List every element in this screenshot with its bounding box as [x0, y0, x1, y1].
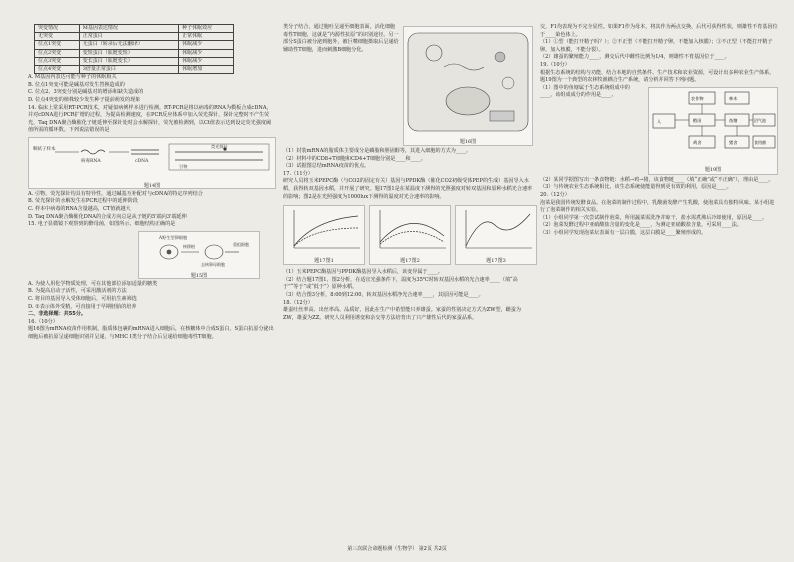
- page-footer: 第三次联合命题检测（生物学） 第2页 共2页: [347, 546, 447, 552]
- fig19-pig: 猪舍: [729, 139, 738, 145]
- fig14-primer-label: 引物: [179, 163, 188, 169]
- question-16-continued: 类分子结合，通过胞吐呈递至细胞表面，活化细胞毒性T细胞，这就是“内源性抗原”的识别途径。另一部分S蛋白被分泌到胞外，被巨噬细胞摄取后呈递给辅助性T细胞，进而刺激B细胞分化。: [283, 24, 399, 53]
- fig17-1-caption: 题17图1: [314, 257, 334, 264]
- q16-sub1: （1）封装mRNA的脂质体主要成分是磷脂和胆固醇等，其进入细胞的方式为____。: [283, 148, 472, 154]
- question-20-header: 20.（12分）: [540, 191, 570, 198]
- table-row: [35, 41, 234, 49]
- table-cell: 位点1突变: [35, 41, 80, 49]
- mutation-table: [34, 24, 234, 74]
- fig16-tcell: [490, 111, 514, 121]
- fig19-mushroom: 食用菌: [754, 139, 766, 145]
- fig15-nucleus: [167, 249, 172, 254]
- fig15-reconstructed-label: 重组细胞: [233, 241, 249, 247]
- table-cell: 无蛋白（转录后无法翻译）: [79, 41, 178, 49]
- table-cell: 休眠减少: [179, 57, 234, 65]
- table-cell: 位点3突变: [35, 57, 80, 65]
- q20-sub1: （1）小组同学第一次尝试制作泡菜，所用蔬菜需洗净并晾干，盐水需煮沸后冷却使用，原因是____。: [540, 214, 768, 221]
- option-line: C. 位点2、3突变分别是碱基对的增添和缺失造成的: [28, 89, 144, 96]
- fig16-nucleus: [446, 87, 490, 115]
- fig17-2-series-wild: [380, 232, 444, 245]
- q17-sub3: （3）结合图3分析，8:00到12:00，转双基因水稻净光合速率____，其原因可能是____。: [283, 291, 484, 298]
- question-19-header: 19.（10分）: [540, 61, 570, 68]
- q19-sub2: （2）某同学据图写出一条食物链：水稻→鸡→猪，该食物链____（填“正确”或“不正确”），理由是____。: [540, 176, 774, 183]
- table-cell: 3倍量正常蛋白: [79, 65, 178, 73]
- figure-15-caption: 题15图: [190, 273, 208, 280]
- table-cell: 位点4突变: [35, 65, 80, 73]
- table-row: [35, 33, 234, 41]
- table-row: [35, 65, 234, 73]
- table-cell: 无突变: [35, 33, 80, 41]
- fig14-cdna-label: cDNA: [135, 158, 149, 164]
- table-header-cell: 突变情况: [35, 25, 80, 33]
- fig19-paddy: 稻田: [693, 117, 702, 123]
- fig14-rna-strand: [81, 150, 105, 154]
- fig19-chicken: 鸡舍: [693, 139, 702, 145]
- figure-17-3: [455, 205, 537, 265]
- table-cell: 变短蛋白（肽链变短）: [79, 49, 178, 57]
- figure-16: [403, 26, 533, 146]
- option-line: B. 位点1突变可能是碱基对发生替换造成的: [28, 81, 125, 88]
- question-16-header: 16.（10分）: [28, 318, 58, 325]
- figure-17-1: [283, 205, 365, 265]
- figure-15: [138, 231, 260, 279]
- q20-sub3: （3）小组同学发现泡菜坛表面有一层白膜，这层白膜是____繁殖形成的。: [540, 229, 707, 236]
- fig14-sample-label: 咽拭子样本: [33, 146, 56, 152]
- option-line: C. 将目的基因导入受体细胞后，可用抗生素筛选: [28, 296, 137, 303]
- option-line: A. 为使人用化学物质处理，可在其他部位添加适量的糖类: [28, 280, 158, 287]
- q18-sub2: （2）雄蚕的繁殖能力____，测交后代中雌性比例为1/4，则雄性不育基因位于____。: [540, 54, 730, 61]
- option-line: C. 样本中病毒的RNA含量越高，CT值就越大: [28, 206, 131, 213]
- option-line: B. 为提高启动子活性，可采用激活剂的方法: [28, 288, 127, 295]
- fig14-probe-label: 荧光探针: [211, 143, 228, 149]
- table-cell: 变长蛋白（肽链变长）: [79, 57, 178, 65]
- q20-sub2: （2）泡菜发酵过程中亚硝酸盐含量的变化是____，为测定亚硝酸盐含量，可采用____法。: [540, 222, 742, 229]
- fig19-human: 人: [657, 118, 662, 124]
- option-line: D. 位点4突变的植株较少发生种子提前萌发的现象: [28, 96, 141, 103]
- figure-14-diagram: [29, 138, 277, 180]
- fig14-rna-label: 病毒RNA: [81, 158, 101, 164]
- figure-15-diagram: [139, 232, 259, 270]
- fig15-oocyte-label: 去核卵母细胞: [201, 261, 225, 267]
- table-cell: 休眠增加: [179, 65, 234, 73]
- fig17-3-caption: 题17图3: [486, 257, 506, 264]
- figure-16-caption: 题16图: [459, 138, 477, 145]
- figure-16-diagram: [404, 27, 532, 135]
- fig17-2-series-transgenic: [380, 224, 444, 243]
- fig15-oocyte: [205, 245, 223, 259]
- question-18-header: 18.（12分）: [283, 299, 313, 306]
- fig15-top-label: A野生型卵细胞: [159, 234, 188, 240]
- table-row: [35, 49, 234, 57]
- table-cell: 正常蛋白: [79, 33, 178, 41]
- fig19-tree: 林木: [729, 95, 738, 101]
- q18-continued: 交，F1均表现为不完全显性。如果F1作为母本，将其作为两点交换，后代可获得性状，则雄性不育基因位于____染色体上。: [540, 24, 778, 38]
- figure-19-diagram: [649, 88, 777, 164]
- figure-19: [648, 87, 778, 175]
- q16-sub2: （2）材料中的CD8+T细胞和CD4+T细胞分别是____和____。: [283, 155, 426, 162]
- section-heading: 二、非选择题：共55分。: [28, 311, 87, 318]
- fig19-biogas: 沼气池: [754, 117, 766, 123]
- q19-block: [540, 85, 778, 177]
- fig19-fish: 鱼塘: [729, 117, 738, 123]
- q19-sub1: （1）图中的鱼塘属于生态系统组成中的____，该组成成分的作用是____。: [540, 84, 630, 99]
- fig17-1-plot: [284, 206, 364, 254]
- fig17-1-series-transgenic: [294, 216, 358, 246]
- table-cell: 休眠减少: [179, 49, 234, 57]
- question-15: 15. 电子显微镜下观察到的酵母菌，如图所示，细胞结构正确的是: [28, 221, 176, 228]
- column-3: [540, 24, 778, 238]
- fig19-crop: 农作物: [691, 95, 704, 101]
- fig17-2-caption: 题17图2: [400, 257, 420, 264]
- q16-sub3: （3）试据图总结mRNA疫苗的优点。: [283, 163, 370, 170]
- question-14: 14. 临床上常采用RT-PCR技术，对疑似病例样本进行检测。RT-PCR是将以病毒的RNA为模板合成cDNA，并对cDNA进行PCR扩增的过程，为提高检测速度，在PCR反应体系中加入荧光探针，探针完整时不产生荧光，Taq DNA聚合酶催化子链延伸至探针处时会水解探针，荧光被检测到，以Ct值表示达到设定荧光强度阈值所需的循环数。下列说法错误的是: [28, 104, 272, 134]
- option-line: A. 引物、荧光探针均具有特异性，通过碱基互补配对与cDNA的特定序列结合: [28, 190, 203, 197]
- table-row: [35, 57, 234, 65]
- table-header-row: [35, 25, 234, 33]
- fig16-ribosome: [495, 52, 505, 62]
- question-17-text: 研究人员将玉米PEPC酶（与CO2的固定有关）基因与PPDK酶（催化CO2初级受体PEP的生成）基因导入水稻，获得转双基因水稻，并开展了研究。题17图1是在某温度下测得的光照强度对转双基因和原种水稻光合速率的影响；图2是在光照强度为1000lux下测得的温度对光合速率的影响。: [283, 178, 533, 200]
- question-16-text: 题16图为mRNA疫苗作用机制。脂质体包裹的mRNA进入细胞后，在核糖体中合成S蛋白，S蛋白抗原分泌出细胞后被抗原呈递细胞识别并呈递，与MHC I类分子结合后呈递给细胞毒性T细胞。: [28, 326, 274, 340]
- q16-block: [283, 24, 533, 148]
- option-line: A. M基因内表达可能与种子的休眠相关: [28, 74, 117, 81]
- q17-sub2: （2）结合题17图1、图2分析，在适宜光强条件下，温度为35℃时转双基因水稻的光合速率____（填“高于”“等于”或“低于”）原种水稻。: [283, 276, 518, 291]
- table-header-cell: 种子休眠效应: [179, 25, 234, 33]
- option-line: D. ①表示体外受精，可直接用于早期胚胎的培养: [28, 303, 137, 310]
- option-line: B. 荧光探针的水解发生在PCR过程中的延伸阶段: [28, 198, 138, 205]
- table-cell: 休眠减少: [179, 41, 234, 49]
- fig15-nucleus-label: 核移植: [183, 243, 195, 249]
- figure-14: [28, 137, 276, 189]
- option-line: D. Taq DNA聚合酶催化DNA的合成方向总是从子链的5'端向3'端延伸: [28, 213, 187, 220]
- table-header-cell: M基因表达情况: [79, 25, 178, 33]
- figure-19-caption: 题19图: [704, 167, 722, 174]
- column-1: [28, 24, 276, 342]
- question-18-text: 雄蚕吐丝率高、出丝率高、品质好，因此在生产中希望能只养雄蚕。家蚕的性别决定方式为ZW型，雌蚕为ZW，雄蚕为ZZ。研究人员利用诱变和杂交等方法培育出了只产雄性后代的家蚕品系。: [283, 307, 521, 321]
- fig17-1-series-wild: [294, 228, 358, 246]
- question-19-text: 根据生态系统的结构与功能，结合本地的自然条件、生产技术和农业资源，可设计出多种农业生产体系。题19图为一个典型的农林牧渔耦合生产系统，请分析并回答下列问题。: [540, 69, 775, 84]
- question-17-header: 17.（11分）: [283, 170, 313, 177]
- table-cell: 位点2突变: [35, 49, 80, 57]
- figure-17-2: [369, 205, 451, 265]
- column-2: [283, 24, 533, 322]
- table-cell: 正常休眠: [179, 33, 234, 41]
- q19-sub3: （3）与传统农业生态系统相比，该生态系统使能量得到更有效的利用，原因是____。: [540, 184, 732, 191]
- figure-14-caption: 题14图: [143, 183, 161, 190]
- figure-17-row: [283, 203, 533, 267]
- fig17-3-plot: [456, 206, 536, 254]
- q18-sub1: （1）①型（能打开精子吗？）；②不正型（不能打开精子卵，不能加入核膜）；③不正型（不能打开精子卵，加入核膜，不能分裂）。: [540, 39, 773, 53]
- fig17-3-series: [466, 214, 530, 246]
- question-20-text: 泡菜是我国传统发酵食品。在泡菜的制作过程中，乳酸菌发酵产生乳酸，使泡菜具有独特风味。某小组进行了泡菜制作的相关实验。: [540, 199, 775, 214]
- q17-sub1: （1）玉米PEPC酶基因与PPDK酶基因导入水稻后，该变异属于____。: [283, 269, 443, 276]
- fig17-2-plot: [370, 206, 450, 254]
